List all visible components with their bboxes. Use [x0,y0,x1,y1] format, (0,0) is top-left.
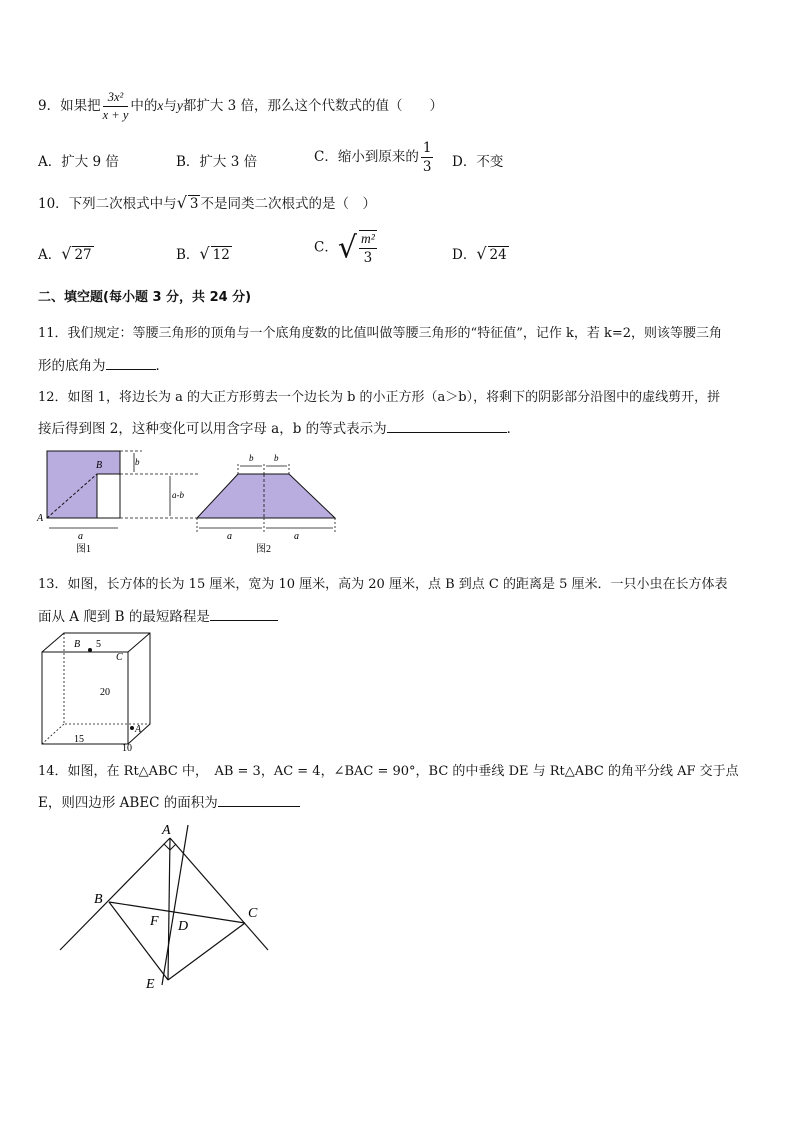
q9-option-d: D．不变 [452,154,504,170]
q14-triangle-figure [50,820,280,995]
q10-stem: 10．下列二次根式中与√ 3 不是同类二次根式的是（ ） [38,193,376,212]
fig2-label-a-left: a [227,531,232,542]
cuboid-front-face [42,652,128,744]
fig1-label-B: B [96,460,103,471]
q13-line2: 面从 A 爬到 B 的最短路程是 [38,605,278,625]
q11-line1: 11．我们规定：等腰三角形的顶角与一个底角度数的比值叫做等腰三角形的“特征值”，记作 k，若 k=2，则该等腰三角 [38,326,723,341]
line-BA-extended [60,838,170,950]
fig2-trapezoid [197,474,335,518]
point-B [88,648,92,652]
label-B: B [94,892,103,907]
segment-BE [109,902,168,980]
q10-option-b: B．√ 12 [176,244,230,263]
bisector-AF [168,838,170,980]
perpendicular-bisector-DE [162,825,188,985]
label-D: D [178,919,189,934]
q13-cuboid-figure [34,630,154,752]
segment-BC [109,902,245,923]
q12-line2: 接后得到图 2，这种变化可以用含字母 a，b 的等式表示为 ． [38,421,521,437]
q12-line1: 12．如图 1，将边长为 a 的大正方形剪去一个边长为 b 的小正方形（a＞b），将剩下的阴影部分沿图中的虚线剪开，拼 [38,390,721,405]
q9-option-b: B．扩大 3 倍 [176,154,258,170]
label-C: C [248,906,258,921]
fig2-label-b-right: b [274,453,279,463]
point-A [130,726,134,730]
cuboid-label-10: 10 [122,743,132,752]
label-A: A [162,823,171,838]
fig2-label-b-left: b [249,453,254,463]
fig1-label-a-b: a-b [172,490,184,500]
section-title: 二、填空题(每小题 3 分，共 24 分) [38,290,252,305]
q10-option-a: A．√ 27 [38,244,92,263]
cuboid-label-5: 5 [96,639,101,650]
q14-answer-blank[interactable] [218,806,300,807]
q13-answer-blank[interactable] [210,620,278,621]
q11-answer-blank[interactable] [106,369,156,370]
cuboid-label-B: B [74,639,81,650]
label-F: F [150,914,159,929]
q10-option-d: D．√ 24 [452,244,507,263]
q9-fraction: $\frac{\text{3x²}}{x + y}$ [102,90,129,122]
q9-option-a: A．扩大 9 倍 [38,154,119,170]
fig1-label-A: A [37,513,44,524]
q14-line1: 14．如图，在 Rt△ABC 中， AB = 3，AC = 4，∠BAC = 90°，BC 的中垂线 DE 与 Rt△ABC 的角平分线 AF 交于点 [38,764,739,779]
fig1-caption: 图1 [76,544,91,555]
q13-line1: 13．如图，长方体的长为 15 厘米，宽为 10 厘米，高为 20 厘米，点 B 到点 C 的距离是 5 厘米．一只小虫在长方体表 [38,577,728,592]
label-E: E [146,977,155,992]
cuboid-label-A: A [135,724,142,735]
cuboid-label-C: C [116,652,123,663]
q12-figure [30,444,350,559]
fig2-caption: 图2 [256,544,271,555]
cuboid-label-20: 20 [100,687,110,698]
q10-option-c: C．√ $\frac{\text{m²}}{3}$ [314,230,375,266]
fig1-label-b: b [135,457,140,467]
q9-stem: 9．如果把 $\frac{\text{3x²}}{x + y}$ 中的x与y都扩大 3 倍，那么这个代数式的值（ ） [38,90,444,122]
cuboid-label-15: 15 [74,734,84,745]
q11-line2: 形的底角为 ． [38,358,169,374]
fig2-label-a-right: a [294,531,299,542]
fig1-shaded-region [47,451,120,518]
fig1-label-a: a [78,531,83,542]
q9-option-c: C．缩小到原来的 $\frac{1}{3}$ [314,140,432,175]
q14-line2: E，则四边形 ABEC 的面积为 [38,791,300,811]
q12-answer-blank[interactable] [387,432,507,433]
